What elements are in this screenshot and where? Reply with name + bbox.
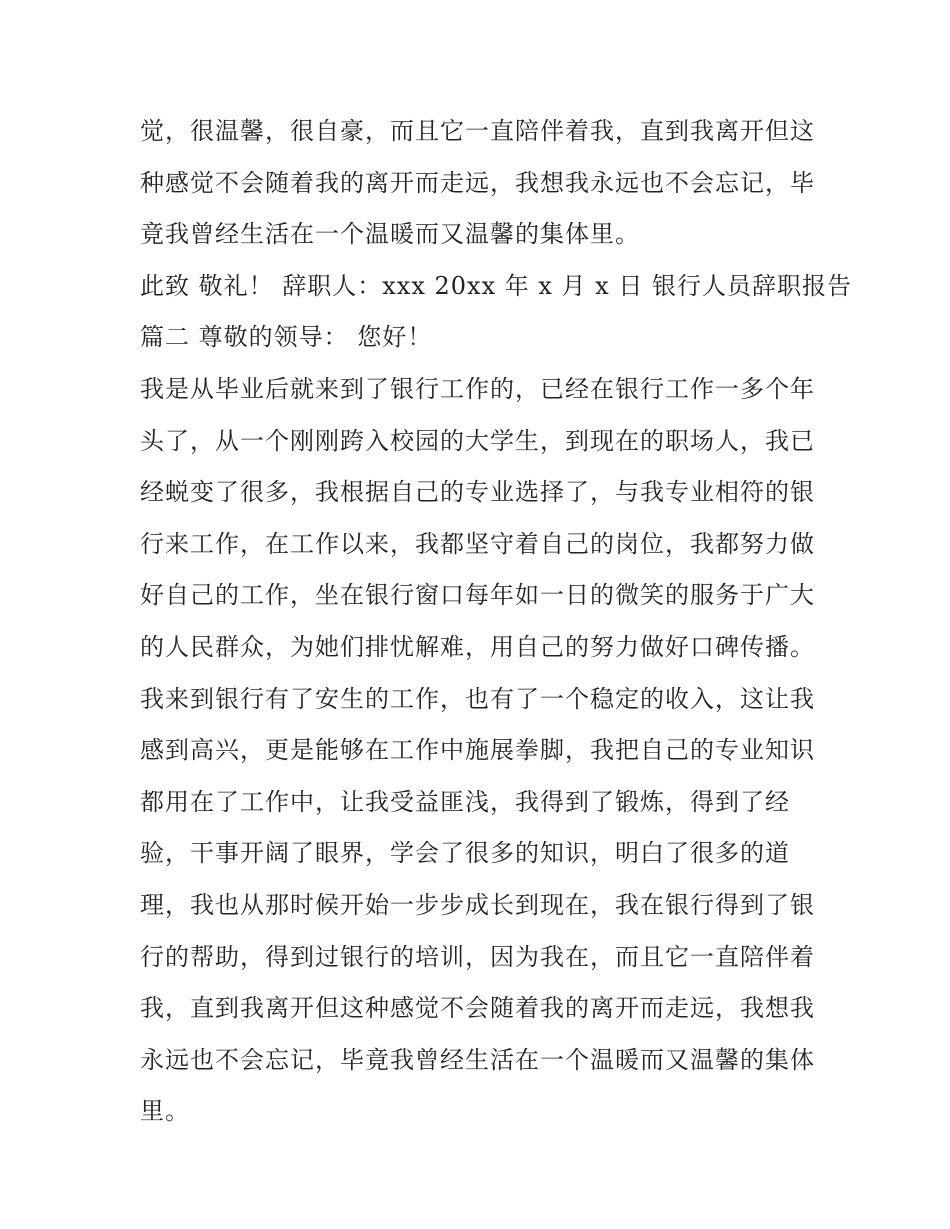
text-line: 头了，从一个刚刚跨入校园的大学生，到现在的职场人，我已 — [140, 426, 815, 455]
text-line: 我，直到我离开但这种感觉不会随着我的离开而走远，我想我 — [140, 994, 815, 1023]
text-line: 的人民群众，为她们排忧解难，用自己的努力做好口碑传播。 — [140, 632, 815, 661]
text-line: 篇二 尊敬的领导： 您好！ — [140, 323, 433, 352]
text-line: 感到高兴，更是能够在工作中施展拳脚，我把自己的专业知识 — [140, 736, 815, 765]
text-line: 里。 — [140, 1097, 190, 1126]
text-line: 验，干事开阔了眼界，学会了很多的知识，明白了很多的道 — [140, 839, 790, 868]
text-line: 我来到银行有了安生的工作，也有了一个稳定的收入，这让我 — [140, 684, 815, 713]
text-line: 种感觉不会随着我的离开而走远，我想我永远也不会忘记，毕 — [140, 168, 815, 197]
text-line: 永远也不会忘记，毕竟我曾经生活在一个温暖而又温馨的集体 — [140, 1045, 815, 1074]
text-line: 此致 敬礼！ 辞职人：xxx 20xx 年 x 月 x 日 银行人员辞职报告 — [140, 271, 852, 300]
text-line: 经蜕变了很多，我根据自己的专业选择了，与我专业相符的银 — [140, 478, 815, 507]
text-line: 都用在了工作中，让我受益匪浅，我得到了锻炼，得到了经 — [140, 787, 790, 816]
text-line: 好自己的工作，坐在银行窗口每年如一日的微笑的服务于广大 — [140, 581, 815, 610]
text-line: 觉，很温馨，很自豪，而且它一直陪伴着我，直到我离开但这 — [140, 117, 815, 145]
text-line: 行的帮助，得到过银行的培训，因为我在，而且它一直陪伴着 — [140, 942, 815, 971]
text-line: 竟我曾经生活在一个温暖而又温馨的集体里。 — [140, 220, 640, 249]
text-line: 我是从毕业后就来到了银行工作的，已经在银行工作一多个年 — [140, 374, 815, 403]
document-body — [140, 106, 852, 1138]
text-line: 理，我也从那时候开始一步步成长到现在，我在银行得到了银 — [140, 890, 815, 919]
text-line: 行来工作，在工作以来，我都坚守着自己的岗位，我都努力做 — [140, 529, 815, 558]
